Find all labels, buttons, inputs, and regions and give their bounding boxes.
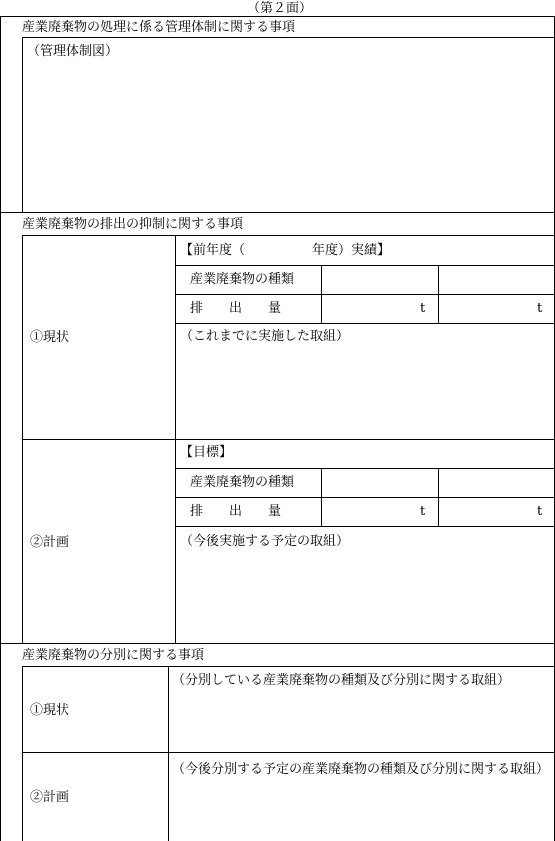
separation-plan-text: （今後分別する予定の産業廃棄物の種類及び分別に関する取組） (172, 762, 550, 777)
section2-plan-row-label: ②計画 (30, 535, 70, 550)
target-waste-type-label: 産業廃棄物の種類 (190, 475, 295, 490)
section3-plan-row-label: ②計画 (30, 790, 70, 805)
section2-current-row-label: ①現状 (30, 330, 70, 345)
emission-unit-2: t (537, 301, 543, 316)
planned-initiatives-label: （今後実施する予定の取組） (180, 534, 350, 549)
frame-left (0, 16, 1, 841)
emission-unit-1: t (420, 301, 426, 316)
target-emission-amount-label: 排 出 量 (190, 504, 282, 519)
frame-top (0, 16, 555, 17)
section2-divider (0, 643, 555, 644)
target-unit-1: t (420, 504, 426, 519)
section1-heading: 産業廃棄物の処理に係る管理体制に関する事項 (22, 20, 296, 35)
section1-divider (0, 212, 555, 213)
waste-type-label: 産業廃棄物の種類 (190, 272, 295, 287)
section2-heading: 産業廃棄物の排出の抑制に関する事項 (22, 217, 244, 232)
management-diagram-label: （管理体制図） (27, 44, 119, 59)
section3-current-row-label: ①現状 (30, 703, 70, 718)
target-unit-2: t (537, 504, 543, 519)
prior-year-title-close: 年度）実績】 (312, 243, 391, 258)
separation-current-text: （分別している産業廃棄物の種類及び分別に関する取組） (172, 673, 511, 688)
page-number-label: （第２面） (247, 1, 313, 16)
section3-heading: 産業廃棄物の分別に関する事項 (22, 648, 205, 663)
past-initiatives-label: （これまでに実施した取組） (180, 329, 350, 344)
emission-amount-label: 排 出 量 (190, 301, 282, 316)
target-title: 【目標】 (180, 445, 233, 460)
prior-year-title-open: 【前年度（ (180, 243, 246, 258)
